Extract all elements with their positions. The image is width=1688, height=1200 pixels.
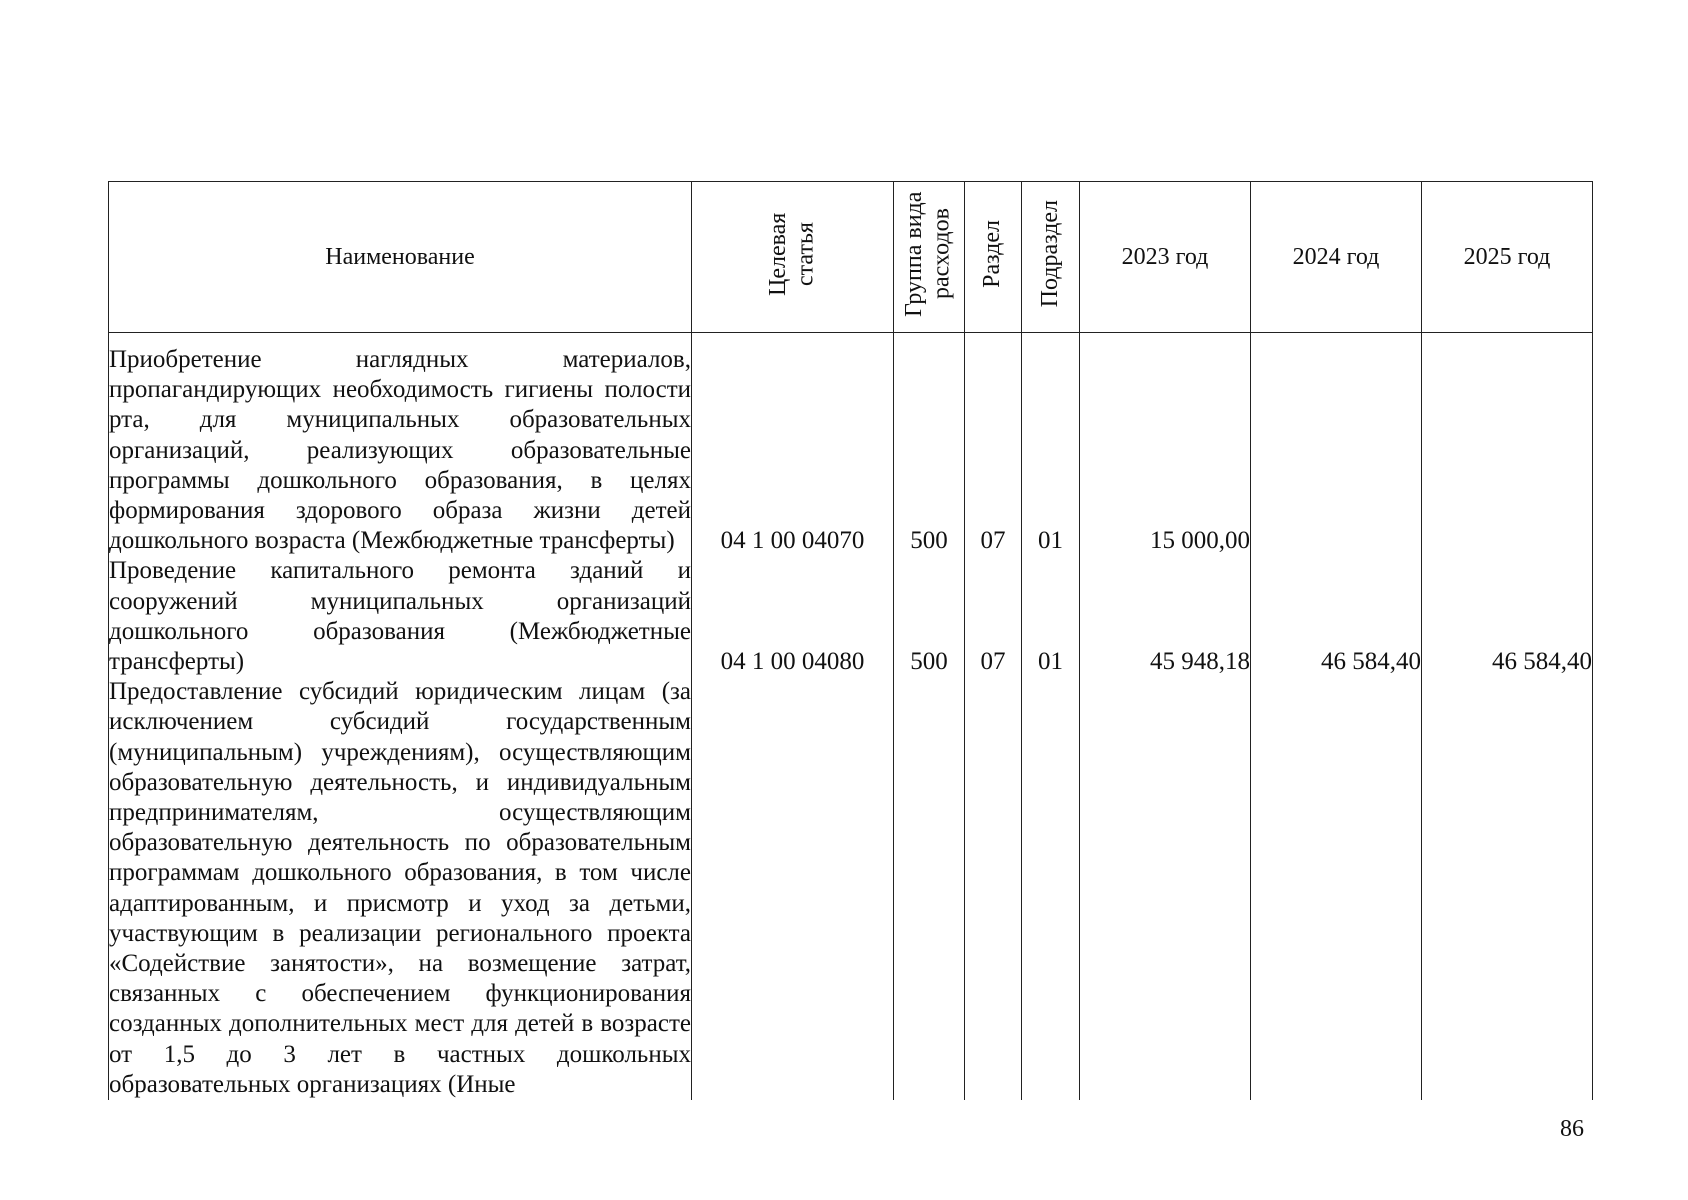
row-y2023 <box>1080 677 1251 1100</box>
table-row <box>109 677 1593 1100</box>
table-row <box>109 345 1593 556</box>
header-section: Раздел <box>979 219 1006 288</box>
header-name: Наименование <box>109 182 692 333</box>
header-y2024: 2024 год <box>1251 182 1422 333</box>
row-section <box>965 677 1022 1100</box>
row-y2025 <box>1422 677 1593 1100</box>
row-subsection: 01 <box>1022 556 1080 677</box>
row-y2025 <box>1422 345 1593 556</box>
row-expense-group: 500 <box>894 345 965 556</box>
spacer-cell <box>109 333 692 346</box>
table-header <box>109 182 1593 333</box>
row-target-article: 04 1 00 04080 <box>692 556 894 677</box>
row-y2024 <box>1251 345 1422 556</box>
row-expense-group: 500 <box>894 556 965 677</box>
header-y2023: 2023 год <box>1080 182 1251 333</box>
row-section: 07 <box>965 556 1022 677</box>
table-row <box>109 333 1593 346</box>
row-target-article: 04 1 00 04070 <box>692 345 894 556</box>
row-y2024 <box>1251 677 1422 1100</box>
budget-table <box>108 181 1593 1100</box>
table-body <box>109 333 1593 1101</box>
row-subsection: 01 <box>1022 345 1080 556</box>
row-expense-group <box>894 677 965 1100</box>
row-y2023: 45 948,18 <box>1080 556 1251 677</box>
header-target-article: Целевая статья <box>764 211 819 296</box>
row-section: 07 <box>965 345 1022 556</box>
row-name: Предоставление субсидий юридическим лицам (за исключением субсидий государственным (муниципальным) учреждениям), осуществляющим образовательную деятельность, и индивидуальным предпринимателям, осуществляющим образовательную деятельность по образовательным программам дошкольного образования, в том числе адаптированным, и присмотр и уход за детьми, участвующим в реализации регионального проекта «Содействие занятости», на возмещение затрат, связанных с обеспечением функционирования созданных дополнительных мест для детей в возрасте от 1,5 до 3 лет в частных дошкольных образовательных организациях (Иные <box>109 677 692 1100</box>
row-name: Проведение капитального ремонта зданий и сооружений муниципальных организаций дошкольного образования (Межбюджетные трансферты) <box>109 556 692 677</box>
row-y2025: 46 584,40 <box>1422 556 1593 677</box>
row-y2024: 46 584,40 <box>1251 556 1422 677</box>
header-subsection-cell <box>1022 182 1080 333</box>
row-y2023: 15 000,00 <box>1080 345 1251 556</box>
header-y2025: 2025 год <box>1422 182 1593 333</box>
header-subsection: Подраздел <box>1036 199 1063 308</box>
header-section-cell <box>965 182 1022 333</box>
header-expense-group-cell <box>894 182 965 333</box>
table-row <box>109 556 1593 677</box>
page-number: 86 <box>1560 1116 1584 1142</box>
row-name: Приобретение наглядных материалов, пропагандирующих необходимость гигиены полости рта, для муниципальных образовательных организаций, реализующих образовательные программы дошкольного образования, в целях формирования здорового образа жизни детей дошкольного возраста (Межбюджетные трансферты) <box>109 345 692 556</box>
row-target-article <box>692 677 894 1100</box>
header-target-article-cell <box>692 182 894 333</box>
header-expense-group: Группа вида расходов <box>901 190 955 317</box>
row-subsection <box>1022 677 1080 1100</box>
